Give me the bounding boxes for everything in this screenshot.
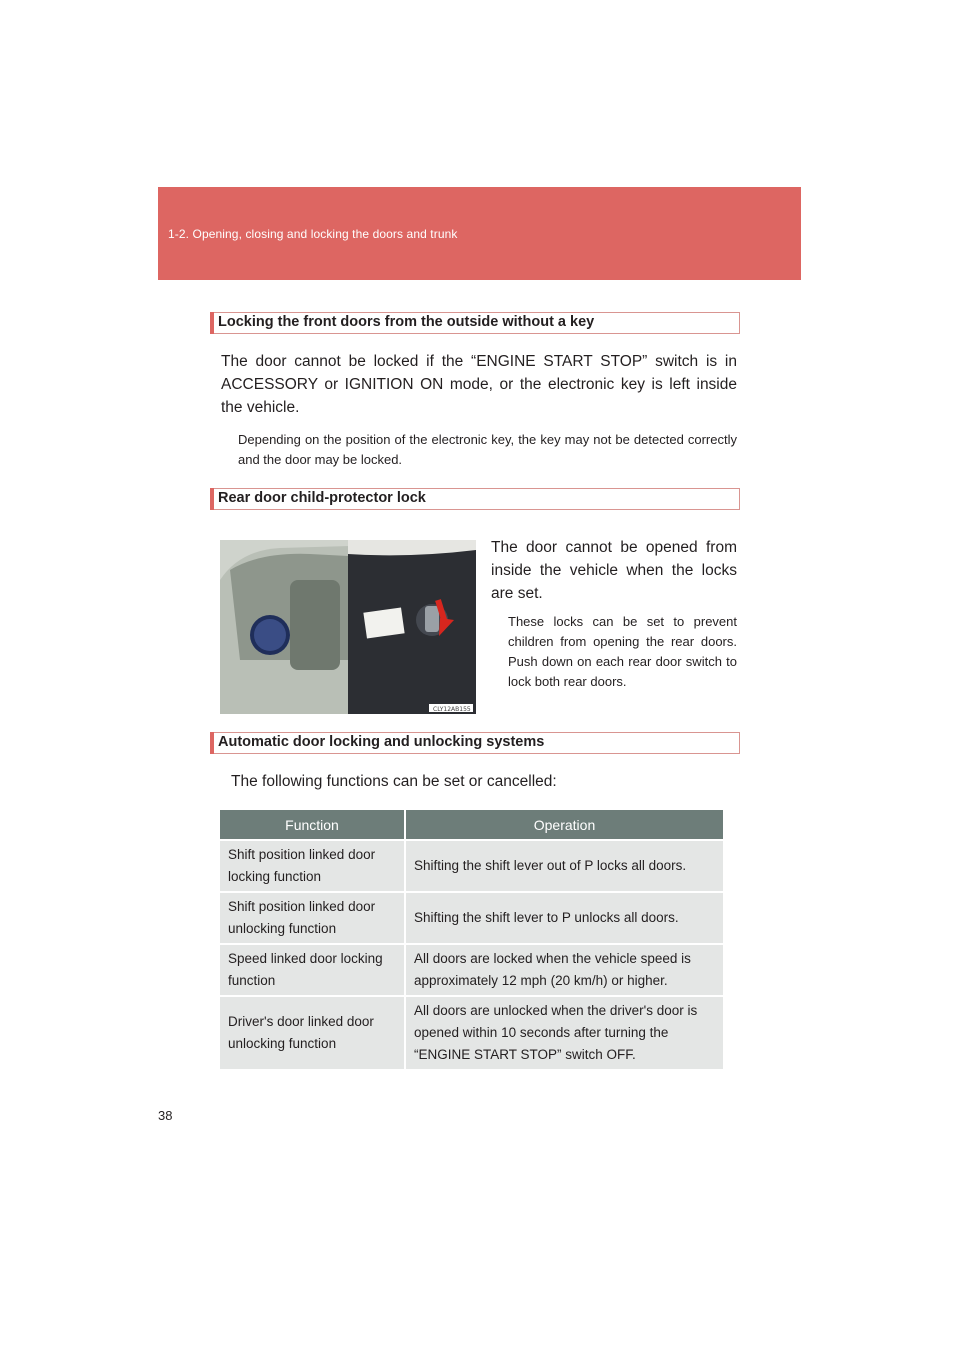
section-body: The door cannot be opened from inside the vehicle when the locks are set.: [491, 539, 737, 602]
function-cell: Speed linked door locking function: [220, 945, 406, 997]
section-title: Locking the front doors from the outside without a key: [218, 314, 595, 330]
function-cell: Shift position linked door locking function: [220, 841, 406, 893]
operation-cell: Shifting the shift lever to P unlocks all doors.: [406, 893, 723, 945]
door-illustration: [220, 540, 476, 714]
section-body: The door cannot be locked if the “ENGINE START STOP” switch is in ACCESSORY or IGNITION ON mode, or the electronic key is left inside the vehicle.: [221, 353, 737, 416]
table-row: [220, 841, 723, 893]
page-number: 38: [158, 1108, 173, 1123]
operation-cell: All doors are unlocked when the driver's door is opened within 10 seconds after turning the “ENGINE START STOP” switch OFF.: [406, 997, 723, 1071]
functions-table: [220, 810, 723, 1071]
operation-cell: All doors are locked when the vehicle speed is approximately 12 mph (20 km/h) or higher.: [406, 945, 723, 997]
image-code-label: CLY12AB155: [433, 706, 471, 713]
section-title: Rear door child-protector lock: [218, 490, 426, 506]
table-header-row: [220, 810, 723, 841]
function-cell: Shift position linked door unlocking function: [220, 893, 406, 945]
table-row: [220, 945, 723, 997]
column-header-function: Function: [220, 810, 406, 841]
column-header-operation: Operation: [406, 810, 723, 841]
section-note: Depending on the position of the electronic key, the key may not be detected correctly and the door may be locked.: [238, 432, 737, 467]
heading-accent-bar: [210, 312, 214, 334]
table-row: [220, 893, 723, 945]
section-heading-automatic-door-locking: [210, 732, 740, 754]
operation-cell: Shifting the shift lever out of P locks all doors.: [406, 841, 723, 893]
breadcrumb: 1-2. Opening, closing and locking the doors and trunk: [168, 227, 458, 241]
section-heading-locking-front-doors: [210, 312, 740, 334]
section-heading-child-protector-lock: [210, 488, 740, 510]
section-body: The following functions can be set or cancelled:: [231, 773, 557, 790]
function-cell: Driver's door linked door unlocking function: [220, 997, 406, 1071]
heading-accent-bar: [210, 488, 214, 510]
chapter-header: [158, 187, 801, 280]
table-row: [220, 997, 723, 1071]
section-note: These locks can be set to prevent children from opening the rear doors. Push down on each rear door switch to lock both rear doors.: [508, 614, 737, 689]
child-protector-lock-photo: [220, 540, 476, 714]
section-title: Automatic door locking and unlocking systems: [218, 734, 545, 750]
heading-accent-bar: [210, 732, 214, 754]
